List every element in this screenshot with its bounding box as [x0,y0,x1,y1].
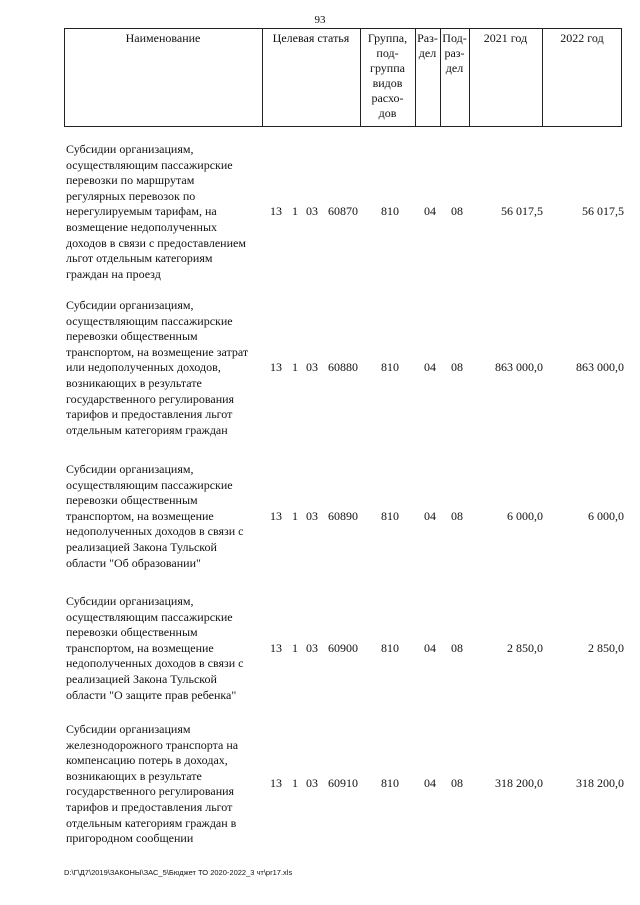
row-name-line: или недополученных доходов, [66,360,221,375]
target-article-program: 13 [270,641,282,655]
target-article-main-activity: 03 [306,776,318,790]
row-name-line: реализацией Закона Тульской [66,539,217,554]
subsection-code: 08 [451,204,463,218]
row-name [66,142,261,282]
row-name-line: пригородном сообщении [66,831,194,846]
row-name-line: тарифов и предоставления льгот [66,799,233,814]
expense-group: 810 [381,360,399,374]
header-name: Наименование [125,31,201,45]
target-article-direction: 60910 [328,776,358,790]
target-article-main-activity: 03 [306,509,318,523]
header-subsection: Под- раз- дел [442,31,467,75]
row-name-line: железнодорожного транспорта на [66,737,239,752]
row-name-line: перевозки общественным [66,329,198,344]
amount-2022: 318 200,0 [576,776,624,790]
amount-2022: 56 017,5 [582,204,624,218]
table-header [64,28,622,127]
row-name-line: возмещение недополученных [66,219,218,234]
subsection-code: 08 [451,641,463,655]
row-name-line: Субсидии организациям [66,722,191,736]
target-article-direction: 60900 [328,641,358,655]
target-article-program: 13 [270,509,282,523]
amount-2021: 6 000,0 [507,509,543,523]
target-article-main-activity: 03 [306,204,318,218]
row-name-line: возникающих в результате [66,768,202,783]
row-name-line: транспортом, на возмещение [66,640,214,655]
row-name-line: области "О защите прав ребенка" [66,687,237,702]
row-name-line: осуществляющим пассажирские [66,157,233,172]
target-article-program: 13 [270,776,282,790]
section-code: 04 [424,641,436,655]
target-article-direction: 60870 [328,204,358,218]
row-name-line: Субсидии организациям, [66,594,194,608]
row-name-line: регулярных перевозок по [66,188,196,203]
row-name-line: тарифов и предоставления льгот [66,407,233,422]
header-year-2022: 2022 год [560,31,604,45]
expense-group: 810 [381,509,399,523]
amount-2022: 2 850,0 [588,641,624,655]
row-name-line: Субсидии организациям, [66,142,194,156]
target-article-program: 13 [270,204,282,218]
file-path-footer: D:\Г\Д7\2019\ЗАКОНЫ\ЗАС_5\Бюджет ТО 2020-2022_3 чт\pr17.xls [64,868,293,877]
row-name-line: государственного регулирования [66,391,235,406]
subsection-code: 08 [451,360,463,374]
target-article-direction: 60890 [328,509,358,523]
row-name-line: недополученных доходов в связи с [66,656,244,671]
row-name-line: перевозки общественным [66,625,198,640]
amount-2021: 2 850,0 [507,641,543,655]
section-code: 04 [424,360,436,374]
row-name-line: льгот отдельным категориям [66,251,213,266]
row-name-line: осуществляющим пассажирские [66,313,233,328]
row-name-line: Субсидии организациям, [66,298,194,312]
subsection-code: 08 [451,509,463,523]
row-name-line: доходов в связи с предоставлением [66,235,246,250]
target-article-subprogram: 1 [292,509,298,523]
target-article-main-activity: 03 [306,360,318,374]
row-name-line: осуществляющим пассажирские [66,609,233,624]
row-name-line: транспортом, на возмещение затрат [66,344,249,359]
row-name-line: отдельным категориям граждан в [66,815,237,830]
amount-2021: 863 000,0 [495,360,543,374]
row-name-line: области "Об образовании" [66,555,201,570]
header-group: Группа, под- группа видов расхо- дов [367,31,408,120]
row-name-line: отдельным категориям граждан [66,422,228,437]
header-section: Раз- дел [417,31,438,60]
amount-2021: 56 017,5 [501,204,543,218]
target-article-subprogram: 1 [292,204,298,218]
row-name-line: Субсидии организациям, [66,462,194,476]
header-target-article: Целевая статья [272,31,350,45]
row-name-line: осуществляющим пассажирские [66,477,233,492]
row-name [66,722,261,847]
amount-2022: 6 000,0 [588,509,624,523]
target-article-subprogram: 1 [292,360,298,374]
target-article-main-activity: 03 [306,641,318,655]
section-code: 04 [424,204,436,218]
target-article-subprogram: 1 [292,776,298,790]
row-name [66,298,261,438]
row-name-line: граждан на проезд [66,266,161,281]
subsection-code: 08 [451,776,463,790]
expense-group: 810 [381,641,399,655]
row-name-line: государственного регулирования [66,784,235,799]
row-name-line: перевозки по маршрутам [66,173,195,188]
row-name [66,594,261,703]
header-year-2021: 2021 год [483,31,528,45]
row-name-line: возникающих в результате [66,375,202,390]
section-code: 04 [424,509,436,523]
target-article-subprogram: 1 [292,641,298,655]
row-name-line: реализацией Закона Тульской [66,671,217,686]
page-number: 93 [314,14,326,26]
row-name-line: нерегулируемым тарифам, на [66,204,217,219]
expense-group: 810 [381,204,399,218]
row-name-line: компенсацию потерь в доходах, [66,753,228,768]
row-name-line: недополученных доходов в связи с [66,524,244,539]
expense-group: 810 [381,776,399,790]
row-name [66,462,261,571]
amount-2021: 318 200,0 [495,776,543,790]
section-code: 04 [424,776,436,790]
amount-2022: 863 000,0 [576,360,624,374]
row-name-line: транспортом, на возмещение [66,508,214,523]
target-article-direction: 60880 [328,360,358,374]
target-article-program: 13 [270,360,282,374]
row-name-line: перевозки общественным [66,493,198,508]
